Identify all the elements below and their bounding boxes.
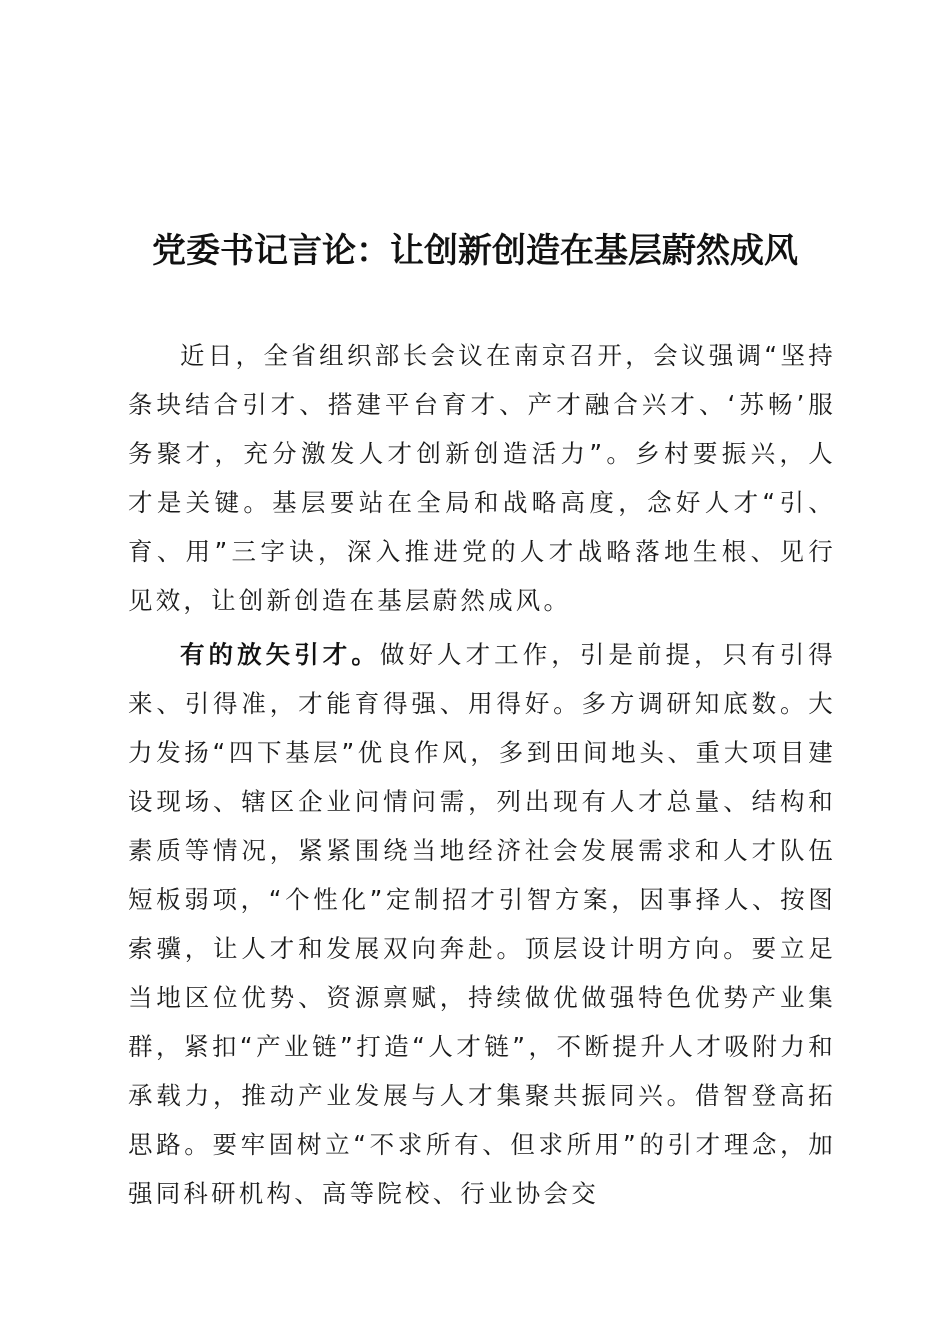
paragraph-lead-heading: 有的放矢引才。	[180, 640, 380, 669]
document-title: 党委书记言论：让创新创造在基层蔚然成风	[152, 231, 798, 271]
paragraph-attract-talent	[128, 630, 836, 1218]
paragraph-intro: 近日，全省组织部长会议在南京召开，会议强调“坚持条块结合引才、搭建平台育才、产才融合兴才、‘苏畅’服务聚才，充分激发人才创新创造活力”。乡村要振兴，人才是关键。基层要站在全局和战略高度，念好人才“引、育、用”三字诀，深入推进党的人才战略落地生根、见行见效，让创新创造在基层蔚然成风。	[128, 341, 836, 615]
paragraph-body: 做好人才工作，引是前提，只有引得来、引得准，才能育得强、用得好。多方调研知底数。大力发扬“四下基层”优良作风，多到田间地头、重大项目建设现场、辖区企业问情问需，列出现有人才总量、结构和素质等情况，紧紧围绕当地经济社会发展需求和人才队伍短板弱项，“个性化”定制招才引智方案，因事择人、按图索骥，让人才和发展双向奔赴。顶层设计明方向。要立足当地区位优势、资源禀赋，持续做优做强特色优势产业集群，紧扣“产业链”打造“人才链”，不断提升人才吸附力和承载力，推动产业发展与人才集聚共振同兴。借智登高拓思路。要牢固树立“不求所有、但求所用”的引才理念，加强同科研机构、高等院校、行业协会交	[128, 640, 837, 1208]
